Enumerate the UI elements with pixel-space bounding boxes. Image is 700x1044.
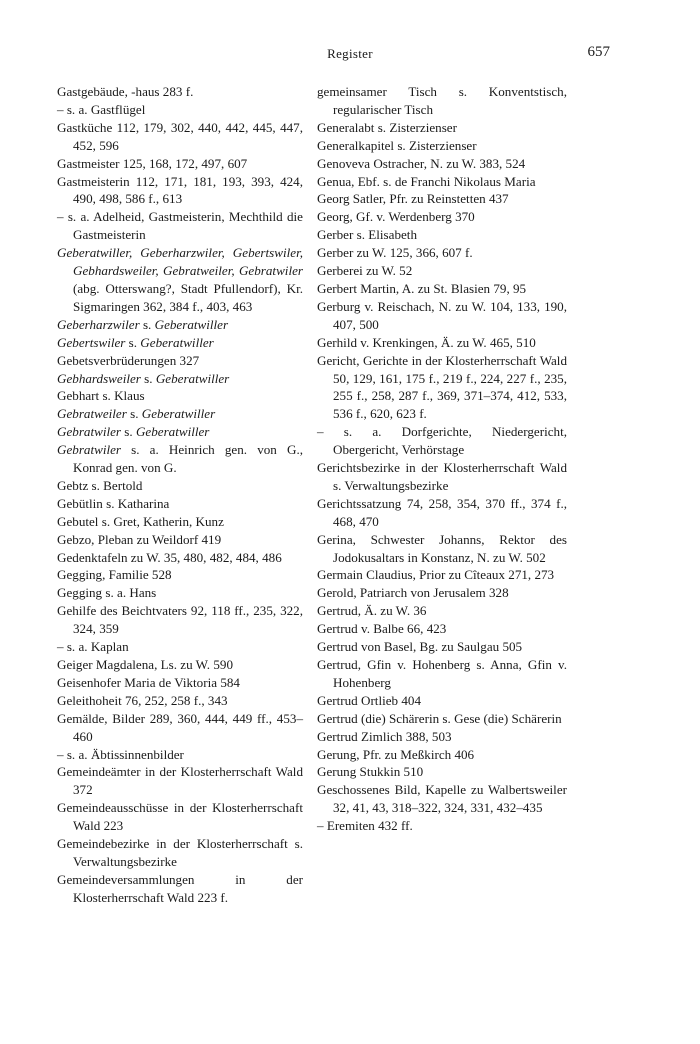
index-entry-text: Gegging, Familie 528 xyxy=(57,567,172,583)
index-entry-text: Gertrud v. Balbe 66, 423 xyxy=(317,621,447,637)
index-entry xyxy=(57,334,303,352)
index-entry-text: Gerberei zu W. 52 xyxy=(317,263,413,279)
index-entry xyxy=(57,477,303,495)
index-entry-text: s. xyxy=(121,424,136,440)
index-entry xyxy=(317,208,567,226)
index-entry-text: Gertrud, Gfin v. Hohenberg s. Anna, Gfin v. Hohenberg xyxy=(317,657,567,690)
index-entry xyxy=(57,352,303,370)
index-entry xyxy=(57,531,303,549)
index-entry-text: Gertrud von Basel, Bg. zu Saulgau 505 xyxy=(317,639,523,655)
index-entry xyxy=(317,119,567,137)
index-entry xyxy=(317,244,567,262)
page-number: 657 xyxy=(587,44,610,60)
index-entry-italic: Gebertswiler xyxy=(57,334,126,350)
index-entry-text: Gastmeisterin 112, 171, 181, 193, 393, 424, 490, 498, 586 f., 613 xyxy=(57,173,303,207)
index-entry xyxy=(317,226,567,244)
index-entry xyxy=(57,674,303,692)
index-entry-text: gemeinsamer Tisch s. Konventstisch, regularischer Tisch xyxy=(317,84,567,117)
index-entry-reference: Geberatwiller xyxy=(155,370,230,386)
index-entry-text: Gerold, Patriarch von Jerusalem 328 xyxy=(317,585,509,601)
index-entry xyxy=(317,423,567,459)
index-entry xyxy=(57,638,303,656)
index-entry xyxy=(317,638,567,656)
index-entry-reference: Geberatwiller xyxy=(154,316,229,332)
index-entry-text: Gastmeister 125, 168, 172, 497, 607 xyxy=(57,155,248,171)
index-entry xyxy=(57,155,303,173)
index-entry-text: Gertrud Ortlieb 404 xyxy=(317,692,421,708)
index-entry xyxy=(317,298,567,334)
index-entry-text: Gebutel s. Gret, Katherin, Kunz xyxy=(57,513,224,529)
index-entry-text: Georg, Gf. v. Werdenberg 370 xyxy=(317,209,475,225)
index-entry-italic: Gebhardsweiler xyxy=(57,370,141,386)
index-entry xyxy=(57,208,303,244)
index-entry-text: Gemeindeausschüsse in der Klosterherrschaft Wald 223 xyxy=(57,800,303,834)
index-entry-italic: Gebratwiler xyxy=(57,424,122,440)
index-entry-text: Gebütlin s. Katharina xyxy=(57,495,170,511)
index-entry-text: Gertrud, Ä. zu W. 36 xyxy=(317,603,427,619)
index-entry-text: Genoveva Ostracher, N. zu W. 383, 524 xyxy=(317,155,526,171)
index-entry-text: Georg Satler, Pfr. zu Reinstetten 437 xyxy=(317,191,509,207)
index-entry xyxy=(317,692,567,710)
index-entry xyxy=(57,799,303,835)
index-entry xyxy=(57,83,303,101)
index-entry-text: Gemeindeämter in der Klosterherrschaft Wald 372 xyxy=(57,764,303,798)
index-entry xyxy=(317,173,567,191)
index-entry xyxy=(317,137,567,155)
index-entry-reference: Geberatwiller xyxy=(135,424,210,440)
index-entry-text: Gemeindebezirke in der Klosterherrschaft s. Verwaltungsbezirke xyxy=(57,836,303,869)
index-entry xyxy=(57,746,303,764)
index-entry-text: s. a. Heinrich gen. von G., Konrad gen. von G. xyxy=(73,442,303,476)
page-header xyxy=(0,44,700,64)
index-entry-reference: Geberatwiller xyxy=(140,334,214,350)
index-entry-text: – Eremiten 432 ff. xyxy=(317,818,413,834)
index-entry xyxy=(317,155,567,173)
index-entry-text: s. xyxy=(139,316,155,332)
index-entry-text: – s. a. Dorfgerichte, Niedergericht, Obergericht, Verhörstage xyxy=(317,424,567,458)
index-entry xyxy=(57,513,303,531)
index-entry-text: Gedenktafeln zu W. 35, 480, 482, 484, 486 xyxy=(57,549,282,565)
index-entry xyxy=(317,620,567,638)
index-entry-text: Gerber s. Elisabeth xyxy=(317,227,417,243)
index-entry-text: Gebetsverbrüderungen 327 xyxy=(57,352,200,368)
index-entry xyxy=(57,549,303,567)
index-entry-text: Gegging s. a. Hans xyxy=(57,585,157,601)
index-entry xyxy=(57,835,303,871)
index-column-left xyxy=(57,83,303,907)
index-entry xyxy=(317,584,567,602)
index-entry-text: Geschossenes Bild, Kapelle zu Walbertsweiler 32, 41, 43, 318–322, 324, 331, 432–435 xyxy=(317,782,567,816)
index-entry xyxy=(57,370,303,388)
index-entry xyxy=(317,602,567,620)
index-entry xyxy=(57,423,303,441)
index-entry-italic: Gebratwiler xyxy=(57,442,122,458)
index-entry-text: Genua, Ebf. s. de Franchi Nikolaus Maria xyxy=(317,173,536,189)
index-entry-text: Germain Claudius, Prior zu Cîteaux 271, 273 xyxy=(317,567,555,583)
index-entry xyxy=(57,602,303,638)
index-entry xyxy=(317,566,567,584)
index-entry xyxy=(317,459,567,495)
index-column-right xyxy=(317,83,567,835)
index-entry-text: s. xyxy=(125,334,141,350)
index-entry-text: Geiger Magdalena, Ls. zu W. 590 xyxy=(57,657,233,672)
index-entry xyxy=(57,566,303,584)
index-entry xyxy=(57,692,303,710)
index-entry xyxy=(57,119,303,155)
index-entry xyxy=(57,173,303,209)
index-entry-text: Gemeindeversammlungen in der Klosterherrschaft Wald 223 f. xyxy=(57,871,303,905)
index-entry xyxy=(57,871,303,907)
index-entry xyxy=(317,710,567,728)
index-entry-text: s. xyxy=(126,406,142,422)
index-entry-italic: Geberharzwiler xyxy=(57,316,140,332)
index-entry-text: Gerbert Martin, A. zu St. Blasien 79, 95 xyxy=(317,280,527,296)
index-entry-text: Gerina, Schwester Johanns, Rektor des Jodokusaltars in Konstanz, N. zu W. 502 xyxy=(317,531,567,565)
index-entry-text: Gehilfe des Beichtvaters 92, 118 ff., 235, 322, 324, 359 xyxy=(57,603,303,637)
index-entry-text: Generalkapitel s. Zisterzienser xyxy=(317,137,477,153)
index-entry-reference: Geberatwiller xyxy=(141,406,216,422)
index-entry-text: Gebhart s. Klaus xyxy=(57,388,145,404)
index-entry xyxy=(57,405,303,423)
index-entry-text: – s. a. Äbtissinnenbilder xyxy=(57,746,184,762)
index-entry xyxy=(57,441,303,477)
index-entry xyxy=(317,280,567,298)
index-entry xyxy=(317,763,567,781)
index-entry-text: Generalabt s. Zisterzienser xyxy=(317,119,457,135)
index-entry xyxy=(317,334,567,352)
index-entry-text: – s. a. Gastflügel xyxy=(57,101,146,117)
index-entry xyxy=(317,781,567,817)
index-entry-text: Gerber zu W. 125, 366, 607 f. xyxy=(317,245,473,261)
index-entry-text: Gemälde, Bilder 289, 360, 444, 449 ff., 453–460 xyxy=(57,710,303,744)
index-entry-text: s. xyxy=(140,370,156,386)
index-entry-text: Gerhild v. Krenkingen, Ä. zu W. 465, 510 xyxy=(317,334,536,350)
index-entry-text: Gastküche 112, 179, 302, 440, 442, 445, 447, 452, 596 xyxy=(57,119,303,153)
index-entry xyxy=(57,316,303,334)
index-entry-text: Gerichtssatzung 74, 258, 354, 370 ff., 374 f., 468, 470 xyxy=(317,495,567,529)
index-entry-text: – s. a. Kaplan xyxy=(57,639,129,655)
index-entry-text: Gericht, Gerichte in der Klosterherrschaft Wald 50, 129, 161, 175 f., 219 f., 224, 227 f., 235, 255 f., 258, 287 f., 369, 371–374, 412, 533, 536 f., 620, 623 f. xyxy=(317,352,567,422)
index-entry xyxy=(317,262,567,280)
index-entry xyxy=(317,817,567,835)
index-entry-text: (abg. Otterswang?, Stadt Pfullendorf), Kr. Sigmaringen 362, 384 f., 403, 463 xyxy=(73,280,303,314)
index-entry-italic: Geberatwiller, Geberharzwiler, Gebertswiler, Gebhardsweiler, Gebratweiler, Gebratwiler xyxy=(57,245,303,279)
index-entry xyxy=(317,352,567,424)
index-entry xyxy=(317,746,567,764)
index-entry xyxy=(57,387,303,405)
index-entry xyxy=(317,495,567,531)
index-entry-text: Gertrud Zimlich 388, 503 xyxy=(317,728,452,744)
index-entry-italic: Gebratweiler xyxy=(57,406,127,422)
index-entry xyxy=(57,584,303,602)
index-entry xyxy=(317,656,567,692)
index-entry-text: – s. a. Adelheid, Gastmeisterin, Mechthild die Gastmeisterin xyxy=(57,209,303,243)
index-entry xyxy=(57,244,303,316)
index-entry-text: Gebtz s. Bertold xyxy=(57,477,143,493)
index-entry-text: Gerichtsbezirke in der Klosterherrschaft Wald s. Verwaltungsbezirke xyxy=(317,460,567,493)
index-entry-text: Gastgebäude, -haus 283 f. xyxy=(57,84,194,99)
index-entry xyxy=(317,83,567,119)
index-entry xyxy=(317,531,567,567)
index-entry xyxy=(57,495,303,513)
index-entry xyxy=(317,190,567,208)
index-entry xyxy=(317,728,567,746)
index-entry-text: Gerburg v. Reischach, N. zu W. 104, 133, 190, 407, 500 xyxy=(317,298,567,332)
index-entry-text: Geleithoheit 76, 252, 258 f., 343 xyxy=(57,692,228,708)
index-entry xyxy=(57,710,303,746)
index-entry-text: Gerung Stukkin 510 xyxy=(317,764,424,780)
index-entry xyxy=(57,101,303,119)
index-entry-text: Geisenhofer Maria de Viktoria 584 xyxy=(57,674,240,690)
index-entry xyxy=(57,763,303,799)
running-head: Register xyxy=(327,46,373,61)
index-entry-text: Gerung, Pfr. zu Meßkirch 406 xyxy=(317,746,475,762)
index-entry-text: Gebzo, Pleban zu Weildorf 419 xyxy=(57,531,222,547)
index-entry-text: Gertrud (die) Schärerin s. Gese (die) Schärerin xyxy=(317,710,562,726)
index-entry xyxy=(57,656,303,674)
